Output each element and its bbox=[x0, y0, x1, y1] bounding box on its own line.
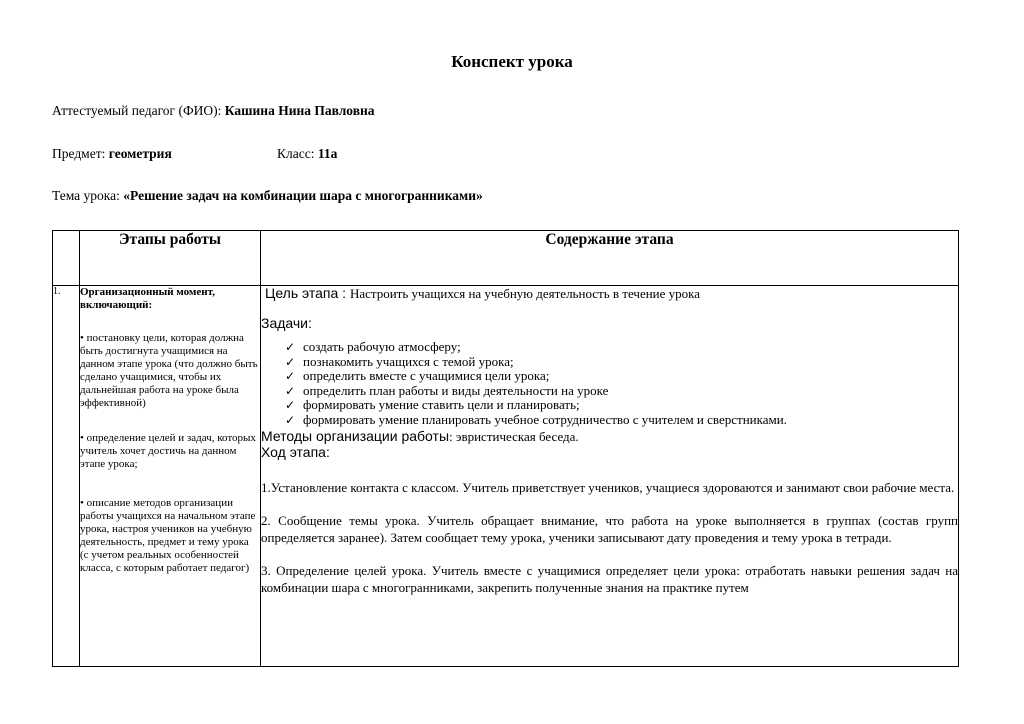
task-text: создать рабочую атмосферу; bbox=[303, 339, 461, 354]
list-item bbox=[285, 369, 958, 384]
list-item bbox=[285, 340, 958, 355]
stage-goal bbox=[265, 286, 958, 302]
stage-item: • описание методов организации работы учащихся на начальном этапе урока, настроя учеников на учебную деятельность, предмет и тему урока (с учетом реальных особенностей класса, с которым работает педагог) bbox=[80, 497, 256, 574]
course-paragraph: 3. Определение целей урока. Учитель вместе с учащимися определяет цели урока: отработать навыки решения задач на комбинации шара с многогранниками, закрепить полученные знания на практике путем bbox=[261, 562, 958, 595]
stage-title: Организационный момент, включающий: bbox=[80, 286, 215, 311]
checkmark-icon: ✓ bbox=[285, 398, 296, 413]
tasks-list bbox=[261, 340, 958, 428]
table-row bbox=[53, 286, 959, 667]
list-item bbox=[285, 384, 958, 399]
checkmark-icon: ✓ bbox=[285, 369, 296, 384]
header-num-cell bbox=[53, 231, 80, 286]
checkmark-icon: ✓ bbox=[285, 340, 296, 354]
subject-label: Предмет: bbox=[52, 146, 109, 161]
table-header-row bbox=[53, 231, 959, 286]
course-label bbox=[261, 445, 958, 461]
document-title: Конспект урока bbox=[451, 52, 573, 71]
topic-line bbox=[52, 188, 483, 204]
methods-line bbox=[261, 429, 958, 445]
stage-item: • определение целей и задач, которых учитель хочет достичь на данном этапе урока; bbox=[80, 432, 256, 470]
list-item bbox=[285, 413, 958, 428]
list-item bbox=[285, 355, 958, 370]
topic-label: Тема урока: bbox=[52, 188, 124, 203]
row-number: 1. bbox=[53, 286, 80, 667]
list-item bbox=[285, 398, 958, 413]
checkmark-icon: ✓ bbox=[285, 383, 296, 398]
teacher-name: Кашина Нина Павловна bbox=[224, 103, 375, 118]
task-text: формировать умение планировать учебное сотрудничество с учителем и сверстниками. bbox=[303, 411, 787, 427]
teacher-label: Аттестуемый педагог (ФИО): bbox=[52, 103, 225, 118]
teacher-line bbox=[52, 103, 375, 119]
task-text: формировать умение ставить цели и планировать; bbox=[303, 397, 580, 413]
task-text: познакомить учащихся с темой урока; bbox=[303, 353, 514, 369]
goal-text: Настроить учащихся на учебную деятельность в течение урока bbox=[349, 286, 701, 301]
header-stages: Этапы работы bbox=[80, 231, 261, 286]
course-paragraph: 2. Сообщение темы урока. Учитель обращает внимание, что работа на уроке выполняется в группах (состав групп определяется заранее). Затем сообщает тему урока, ученики записывают дату проведения и тему урока в тетради. bbox=[261, 512, 958, 545]
course-paragraph: 1.Установление контакта с классом. Учитель приветствует учеников, учащиеся здороваются и занимают свои рабочие места. bbox=[261, 479, 955, 495]
stage-item: • постановку цели, которая должна быть достигнута учащимися на данном этапе урока (что должно быть сделано учащимися, чтобы их дальнейшая работа на уроке была эффективной) bbox=[80, 332, 258, 409]
course-label-text: Ход этапа: bbox=[261, 444, 330, 461]
lesson-plan-table bbox=[52, 230, 959, 667]
topic-value: «Решение задач на комбинации шара с многогранниками» bbox=[123, 188, 483, 203]
header-content: Содержание этапа bbox=[261, 231, 959, 286]
subject-value: геометрия bbox=[108, 146, 172, 161]
class-label: Класс: bbox=[277, 146, 318, 161]
goal-label: Цель этапа : bbox=[265, 285, 350, 301]
stage-content-cell bbox=[261, 286, 959, 667]
stage-description-cell bbox=[80, 286, 261, 667]
task-text: определить план работы и виды деятельности на уроке bbox=[303, 382, 609, 398]
methods-text: : эвристическая беседа. bbox=[449, 428, 579, 444]
methods-label: Методы организации работы bbox=[261, 427, 450, 444]
subject-line bbox=[52, 146, 338, 162]
checkmark-icon: ✓ bbox=[285, 412, 296, 427]
class-value: 11а bbox=[317, 146, 338, 161]
class-field bbox=[277, 146, 337, 162]
checkmark-icon: ✓ bbox=[285, 354, 296, 369]
tasks-label: Задачи: bbox=[261, 314, 312, 331]
task-text: определить вместе с учащимися цели урока; bbox=[303, 368, 550, 384]
